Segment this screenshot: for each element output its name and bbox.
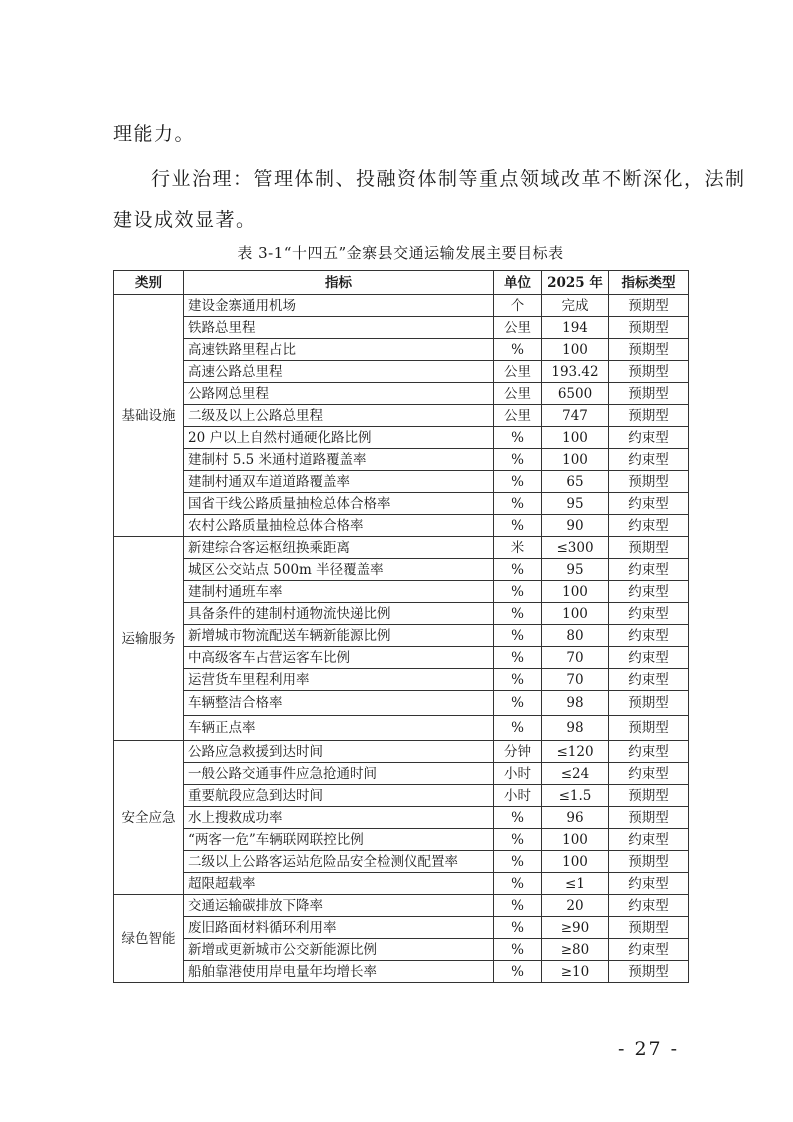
type-cell: 约束型 [609, 741, 689, 763]
category-cell: 绿色智能 [114, 895, 184, 983]
unit-cell: 小时 [494, 763, 542, 785]
type-cell: 预期型 [609, 471, 689, 493]
type-cell: 约束型 [609, 647, 689, 669]
unit-cell: % [494, 427, 542, 449]
type-cell: 约束型 [609, 493, 689, 515]
unit-cell: % [494, 807, 542, 829]
unit-cell: % [494, 581, 542, 603]
type-cell: 预期型 [609, 961, 689, 983]
table-row [114, 917, 689, 939]
table-row [114, 895, 689, 917]
indicator-cell: 建制村 5.5 米通村道路覆盖率 [184, 449, 494, 471]
table-row [114, 691, 689, 716]
target-cell: 747 [542, 405, 609, 427]
table-row [114, 559, 689, 581]
indicator-cell: 城区公交站点 500m 半径覆盖率 [184, 559, 494, 581]
unit-cell: 公里 [494, 405, 542, 427]
target-cell: 95 [542, 559, 609, 581]
table-row [114, 763, 689, 785]
table-row [114, 625, 689, 647]
type-cell: 约束型 [609, 581, 689, 603]
target-cell: 98 [542, 691, 609, 716]
indicator-cell: 交通运输碳排放下降率 [184, 895, 494, 917]
header-indicator: 指标 [184, 271, 494, 295]
target-cell: 90 [542, 515, 609, 537]
unit-cell: 公里 [494, 383, 542, 405]
unit-cell: % [494, 471, 542, 493]
target-cell: ≥10 [542, 961, 609, 983]
type-cell: 预期型 [609, 537, 689, 559]
indicator-cell: 公路网总里程 [184, 383, 494, 405]
indicator-cell: 废旧路面材料循环利用率 [184, 917, 494, 939]
indicator-cell: 公路应急救援到达时间 [184, 741, 494, 763]
unit-cell: % [494, 961, 542, 983]
unit-cell: 小时 [494, 785, 542, 807]
indicator-cell: 建设金寨通用机场 [184, 295, 494, 317]
table-caption: 表 3-1“十四五”金寨县交通运输发展主要目标表 [237, 244, 564, 262]
table-header-row [114, 271, 689, 295]
table-row [114, 961, 689, 983]
indicator-cell: 中高级客车占营运客车比例 [184, 647, 494, 669]
type-cell: 约束型 [609, 939, 689, 961]
target-cell: 96 [542, 807, 609, 829]
type-cell: 约束型 [609, 625, 689, 647]
indicator-cell: 20 户以上自然村通硬化路比例 [184, 427, 494, 449]
table-row [114, 807, 689, 829]
unit-cell: % [494, 493, 542, 515]
indicator-cell: 二级及以上公路总里程 [184, 405, 494, 427]
indicator-cell: 高速公路总里程 [184, 361, 494, 383]
category-cell: 运输服务 [114, 537, 184, 741]
table-row [114, 471, 689, 493]
target-cell: 6500 [542, 383, 609, 405]
category-cell: 安全应急 [114, 741, 184, 895]
table-row [114, 873, 689, 895]
indicator-cell: 农村公路质量抽检总体合格率 [184, 515, 494, 537]
unit-cell: % [494, 851, 542, 873]
table-row [114, 939, 689, 961]
table-row [114, 405, 689, 427]
indicator-cell: 重要航段应急到达时间 [184, 785, 494, 807]
table-row [114, 785, 689, 807]
target-cell: ≥80 [542, 939, 609, 961]
type-cell: 预期型 [609, 917, 689, 939]
table-row [114, 383, 689, 405]
unit-cell: % [494, 449, 542, 471]
table-row [114, 339, 689, 361]
target-cell: 65 [542, 471, 609, 493]
table-row [114, 851, 689, 873]
target-cell: 100 [542, 829, 609, 851]
table-row [114, 669, 689, 691]
target-cell: 80 [542, 625, 609, 647]
category-cell: 基础设施 [114, 295, 184, 537]
target-cell: ≥90 [542, 917, 609, 939]
type-cell: 约束型 [609, 559, 689, 581]
indicator-cell: 车辆整洁合格率 [184, 691, 494, 716]
table-row [114, 295, 689, 317]
table-row [114, 493, 689, 515]
target-cell: 100 [542, 581, 609, 603]
indicator-cell: 新建综合客运枢纽换乘距离 [184, 537, 494, 559]
table-row [114, 829, 689, 851]
type-cell: 预期型 [609, 405, 689, 427]
indicator-cell: 建制村通班车率 [184, 581, 494, 603]
type-cell: 预期型 [609, 361, 689, 383]
type-cell: 约束型 [609, 449, 689, 471]
unit-cell: 公里 [494, 317, 542, 339]
unit-cell: % [494, 691, 542, 716]
header-unit: 单位 [494, 271, 542, 295]
table-row [114, 515, 689, 537]
type-cell: 约束型 [609, 873, 689, 895]
indicator-cell: “两客一危”车辆联网联控比例 [184, 829, 494, 851]
unit-cell: % [494, 559, 542, 581]
paragraph-3: 建设成效显著。 [113, 209, 257, 231]
indicator-cell: 新增城市物流配送车辆新能源比例 [184, 625, 494, 647]
table-row [114, 449, 689, 471]
type-cell: 约束型 [609, 829, 689, 851]
target-cell: 100 [542, 427, 609, 449]
target-cell: 70 [542, 669, 609, 691]
table-row [114, 537, 689, 559]
indicator-cell: 一般公路交通事件应急抢通时间 [184, 763, 494, 785]
target-cell: 193.42 [542, 361, 609, 383]
targets-table [113, 270, 689, 983]
type-cell: 约束型 [609, 763, 689, 785]
target-cell: ≤24 [542, 763, 609, 785]
unit-cell: % [494, 647, 542, 669]
target-cell: 100 [542, 851, 609, 873]
indicator-cell: 船舶靠港使用岸电量年均增长率 [184, 961, 494, 983]
unit-cell: 米 [494, 537, 542, 559]
type-cell: 约束型 [609, 427, 689, 449]
indicator-cell: 具备条件的建制村通物流快递比例 [184, 603, 494, 625]
table-row [114, 741, 689, 763]
target-cell: 70 [542, 647, 609, 669]
indicator-cell: 车辆正点率 [184, 716, 494, 741]
indicator-cell: 国省干线公路质量抽检总体合格率 [184, 493, 494, 515]
unit-cell: 个 [494, 295, 542, 317]
type-cell: 预期型 [609, 317, 689, 339]
page-number: - 27 - [618, 1038, 680, 1060]
indicator-cell: 水上搜救成功率 [184, 807, 494, 829]
target-cell: 194 [542, 317, 609, 339]
indicator-cell: 运营货车里程利用率 [184, 669, 494, 691]
table-row [114, 716, 689, 741]
type-cell: 约束型 [609, 603, 689, 625]
paragraph-1: 理能力。 [113, 123, 196, 145]
unit-cell: % [494, 873, 542, 895]
table-body [114, 295, 689, 983]
unit-cell: % [494, 339, 542, 361]
type-cell: 预期型 [609, 716, 689, 741]
unit-cell: % [494, 939, 542, 961]
table-row [114, 361, 689, 383]
table-row [114, 581, 689, 603]
header-2025: 2025 年 [542, 271, 609, 295]
target-cell: 98 [542, 716, 609, 741]
type-cell: 约束型 [609, 895, 689, 917]
indicator-cell: 高速铁路里程占比 [184, 339, 494, 361]
unit-cell: 公里 [494, 361, 542, 383]
type-cell: 预期型 [609, 807, 689, 829]
type-cell: 约束型 [609, 669, 689, 691]
target-cell: ≤120 [542, 741, 609, 763]
target-cell: ≤300 [542, 537, 609, 559]
target-cell: 100 [542, 339, 609, 361]
target-cell: 完成 [542, 295, 609, 317]
unit-cell: % [494, 669, 542, 691]
target-cell: ≤1.5 [542, 785, 609, 807]
table-row [114, 647, 689, 669]
unit-cell: % [494, 515, 542, 537]
table-row [114, 603, 689, 625]
type-cell: 预期型 [609, 383, 689, 405]
indicator-cell: 新增或更新城市公交新能源比例 [184, 939, 494, 961]
type-cell: 预期型 [609, 851, 689, 873]
target-cell: 95 [542, 493, 609, 515]
type-cell: 预期型 [609, 691, 689, 716]
unit-cell: % [494, 625, 542, 647]
indicator-cell: 铁路总里程 [184, 317, 494, 339]
type-cell: 约束型 [609, 515, 689, 537]
target-cell: 100 [542, 449, 609, 471]
unit-cell: % [494, 716, 542, 741]
table-row [114, 427, 689, 449]
indicator-cell: 超限超载率 [184, 873, 494, 895]
paragraph-2: 行业治理：管理体制、投融资体制等重点领域改革不断深化，法制 [151, 168, 746, 190]
indicator-cell: 二级以上公路客运站危险品安全检测仪配置率 [184, 851, 494, 873]
target-cell: ≤1 [542, 873, 609, 895]
type-cell: 预期型 [609, 785, 689, 807]
unit-cell: % [494, 829, 542, 851]
type-cell: 预期型 [609, 295, 689, 317]
header-category: 类别 [114, 271, 184, 295]
header-type: 指标类型 [609, 271, 689, 295]
unit-cell: 分钟 [494, 741, 542, 763]
unit-cell: % [494, 603, 542, 625]
unit-cell: % [494, 917, 542, 939]
indicator-cell: 建制村通双车道道路覆盖率 [184, 471, 494, 493]
target-cell: 20 [542, 895, 609, 917]
table-row [114, 317, 689, 339]
target-cell: 100 [542, 603, 609, 625]
unit-cell: % [494, 895, 542, 917]
type-cell: 预期型 [609, 339, 689, 361]
